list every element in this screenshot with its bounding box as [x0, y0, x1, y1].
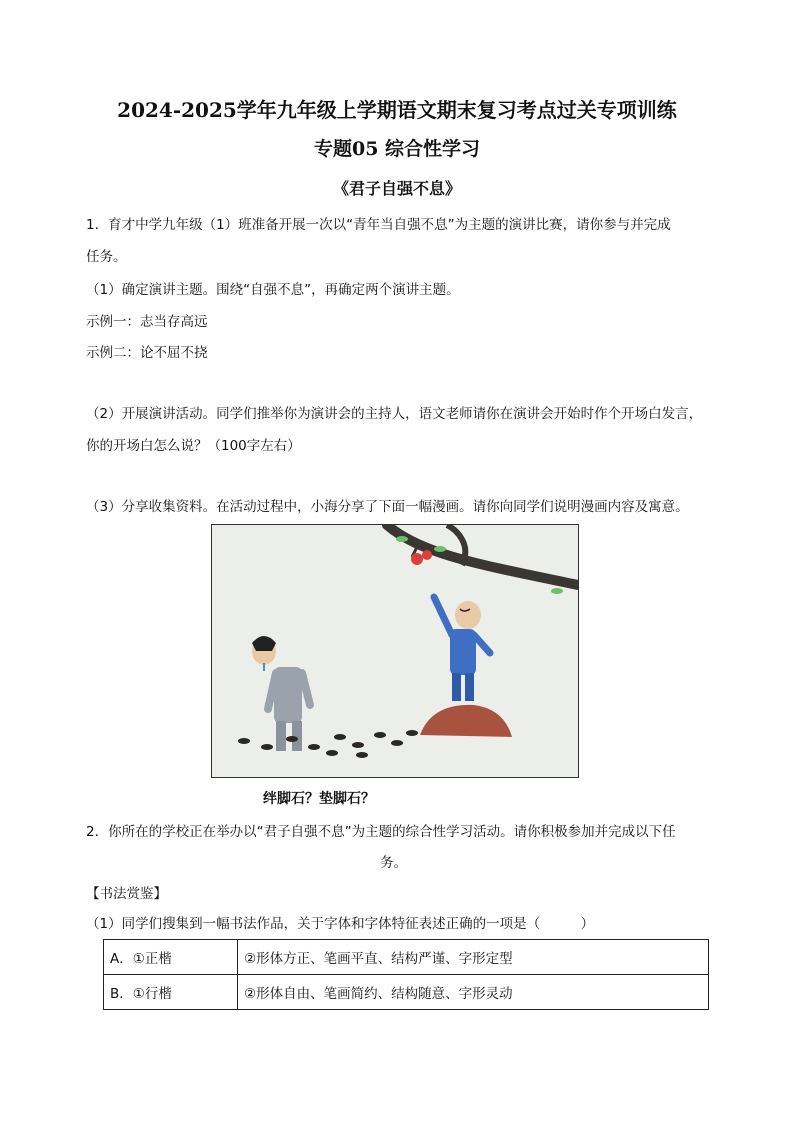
- q1-sub3: （3）分享收集资料。在活动过程中，小海分享了下面一幅漫画。请你向同学们说明漫画内容及寓意。: [86, 499, 689, 515]
- q1-stem-line1: 1．育才中学九年级（1）班准备开展一次以“青年当自强不息”为主题的演讲比赛，请你参与并完成: [86, 217, 671, 233]
- options-table: [103, 939, 709, 1010]
- section-title: 《君子自强不息》: [332, 179, 461, 198]
- document-subtitle: 专题05 综合性学习: [313, 138, 481, 160]
- cartoon-illustration: [211, 524, 579, 778]
- q2-stem-line2: 务。: [380, 855, 407, 871]
- leaf: [551, 588, 563, 594]
- q1-sub2-line2: 你的开场白怎么说？（100字左右）: [86, 438, 301, 454]
- cartoon-caption: 绊脚石？垫脚石？: [263, 791, 375, 807]
- cartoon-drawing: [212, 525, 578, 777]
- q2-stem-line1: 2．你所在的学校正在举办以“君子自强不息”为主题的综合性学习活动。请你积极参加并完成以下任: [86, 824, 676, 840]
- document-title: 2024-2025学年九年级上学期语文期末复习考点过关专项训练: [117, 98, 677, 122]
- leaf: [434, 546, 446, 552]
- option-b-desc: ②形体自由、笔画简约、结构随意、字形灵动: [238, 975, 709, 1010]
- option-b-label: B．①行楷: [104, 975, 238, 1010]
- option-a-label: A．①正楷: [104, 940, 238, 975]
- q2-sub1: （1）同学们搜集到一幅书法作品，关于字体和字体特征表述正确的一项是（ ）: [86, 916, 595, 932]
- q1-stem-line2: 任务。: [86, 249, 127, 265]
- q1-example2: 示例二：论不屈不挠: [86, 345, 208, 361]
- q1-sub1: （1）确定演讲主题。围绕“自强不息”，再确定两个演讲主题。: [86, 282, 460, 298]
- red-fruit: [422, 550, 432, 560]
- red-fruit: [411, 553, 423, 565]
- table-row: [104, 940, 709, 975]
- q2-section-label: 【书法赏鉴】: [86, 886, 167, 902]
- table-row: [104, 975, 709, 1010]
- leaf: [396, 536, 408, 542]
- q1-sub2-line1: （2）开展演讲活动。同学们推举你为演讲会的主持人，语文老师请你在演讲会开始时作个开场白发言，: [86, 406, 703, 422]
- q1-example1: 示例一：志当存高远: [86, 314, 208, 330]
- option-a-desc: ②形体方正、笔画平直、结构严谨、字形定型: [238, 940, 709, 975]
